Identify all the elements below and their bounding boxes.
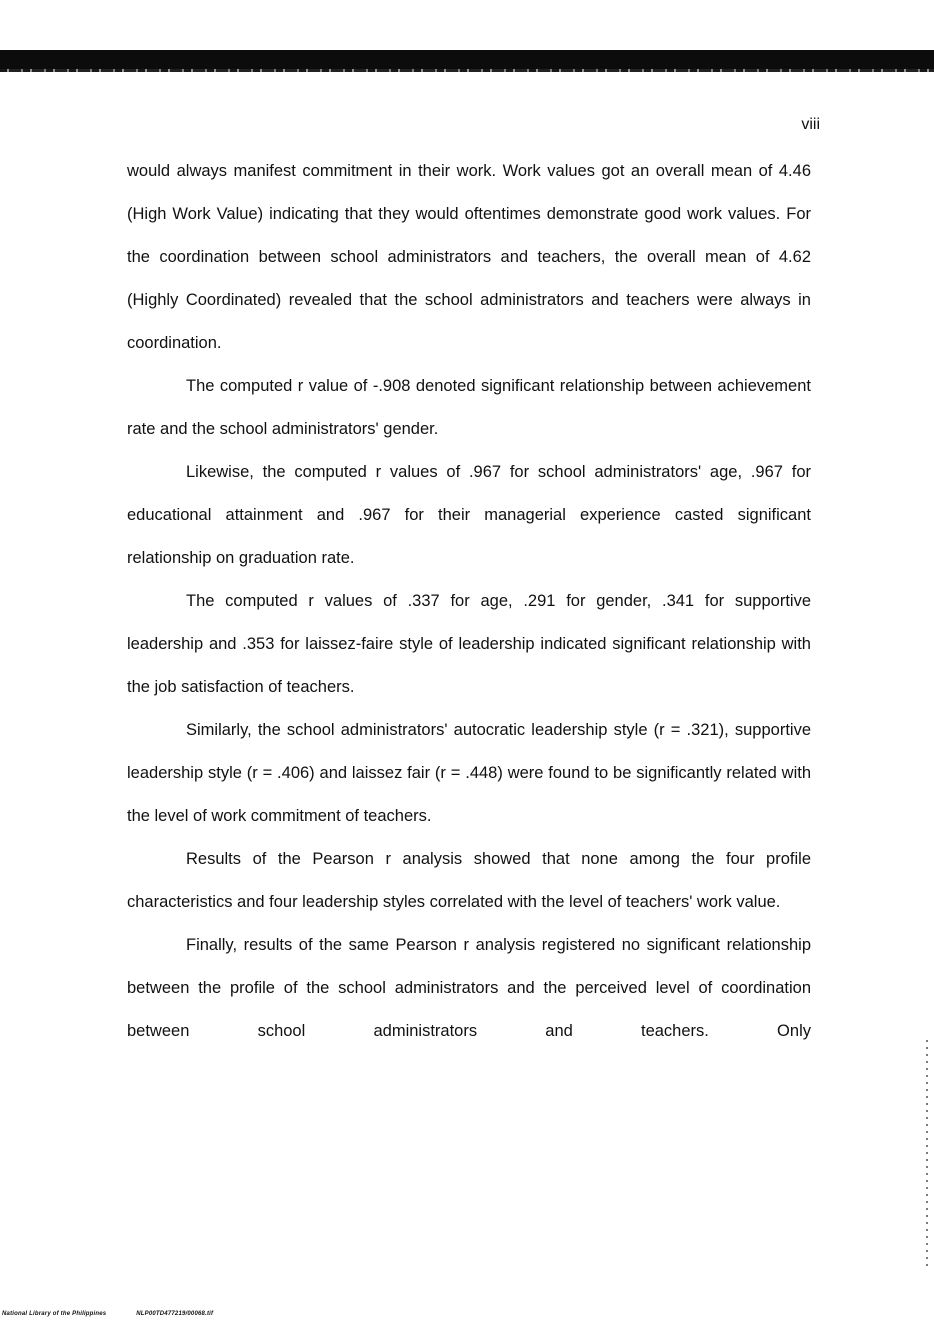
body-text xyxy=(127,150,811,1053)
footer-file-code: NLP00TD477219/00068.tif xyxy=(136,1311,214,1317)
footer-library-name: National Library of the Philippines xyxy=(2,1311,107,1317)
paragraph-graduation-rate: Likewise, the computed r values of .967 for school administrators' age, .967 for educational attainment and .967 for their managerial experience casted significant relationship on graduation rate. xyxy=(127,463,811,567)
paragraph-work-value-correlation: Results of the Pearson r analysis showed that none among the four profile characteristics and four leadership styles correlated with the level of teachers' work value. xyxy=(127,850,811,911)
paragraph-achievement-rate: The computed r value of -.908 denoted significant relationship between achievement rate and the school administrators' gender. xyxy=(127,377,811,438)
page-number: viii xyxy=(801,116,820,133)
paragraph-coordination: Finally, results of the same Pearson r analysis registered no significant relationship between the profile of the school administrators and the perceived level of coordination between school administrators and teachers. Only xyxy=(127,936,811,1040)
paragraph-job-satisfaction: The computed r values of .337 for age, .291 for gender, .341 for supportive leadership and .353 for laissez-faire style of leadership indicated significant relationship with the job satisfaction of teachers. xyxy=(127,592,811,696)
footer-imprint xyxy=(2,1311,213,1317)
paragraph-work-values: would always manifest commitment in their work. Work values got an overall mean of 4.46 (High Work Value) indicating that they would oftentimes demonstrate good work values. For the coordination between school administrators and teachers, the overall mean of 4.62 (Highly Coordinated) revealed that the school administrators and teachers were always in coordination. xyxy=(127,162,811,352)
scan-border-edge xyxy=(0,69,934,72)
scan-margin-marks xyxy=(926,1040,928,1270)
paragraph-work-commitment: Similarly, the school administrators' autocratic leadership style (r = .321), supportive leadership style (r = .406) and laissez fair (r = .448) were found to be significantly related with the level of work commitment of teachers. xyxy=(127,721,811,825)
